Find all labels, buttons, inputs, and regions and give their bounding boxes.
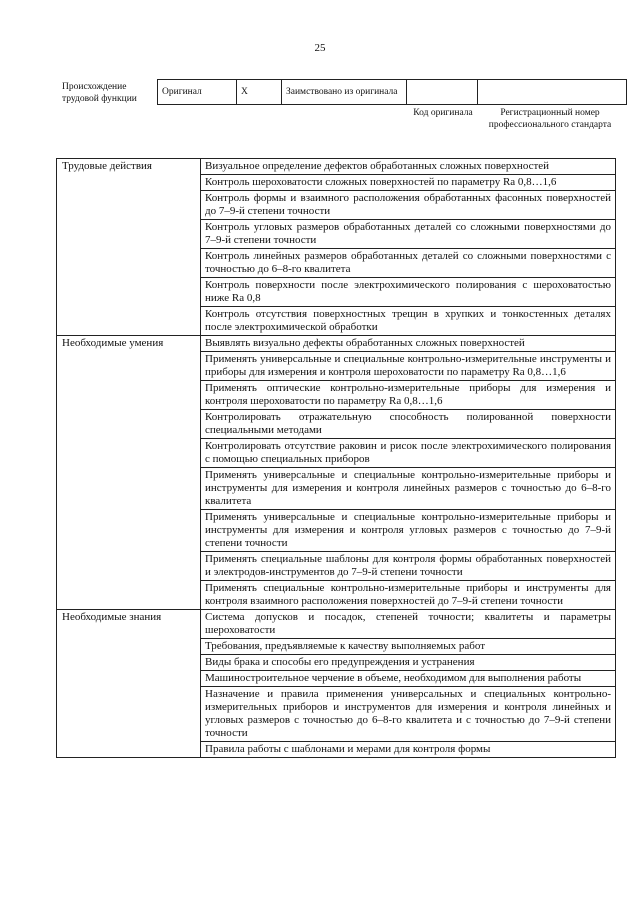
code-original-label: Код оригинала	[413, 108, 473, 118]
section-item: Назначение и правила применения универсальных и специальных контрольно-измерительных приборов и инструментов для измерения и контроля линейных и угловых размеров с точностью до 6–8-го квалитета и с точностью до 7–9-й степени точности	[201, 687, 616, 742]
section-item: Правила работы с шаблонами и мерами для контроля формы	[201, 742, 616, 758]
section-item: Контроль угловых размеров обработанных деталей со сложными поверхностями до 7–9-й степени точности	[201, 220, 616, 249]
section-title: Необходимые умения	[57, 336, 201, 610]
reg-number-cell	[478, 80, 627, 105]
section-item: Применять универсальные и специальные контрольно-измерительные инструменты и приборы для измерения и контроля шероховатости по параметру Ra 0,8…1,6	[201, 352, 616, 381]
table-row	[57, 610, 616, 639]
original-label: Оригинал	[158, 80, 237, 105]
section-item: Контроль формы и взаимного расположения обработанных фасонных поверхностей до 7–9-й степени точности	[201, 191, 616, 220]
section-item: Контроль отсутствия поверхностных трещин в хрупких и тонкостенных деталях после электрохимической обработки	[201, 307, 616, 336]
page-number: 25	[314, 42, 326, 54]
section-item: Контролировать отсутствие раковин и рисок после электрохимического полирования с помощью специальных приборов	[201, 439, 616, 468]
section-item: Виды брака и способы его предупреждения и устранения	[201, 655, 616, 671]
reg-number-label: Регистрационный номер профессионального стандарта	[488, 108, 612, 130]
section-item: Контроль поверхности после электрохимического полирования с шероховатостью ниже Ra 0,8	[201, 278, 616, 307]
table-row	[57, 159, 616, 175]
section-item: Система допусков и посадок, степеней точности; квалитеты и параметры шероховатости	[201, 610, 616, 639]
code-cell	[407, 80, 478, 105]
section-title: Трудовые действия	[57, 159, 201, 336]
section-item: Применять универсальные и специальные контрольно-измерительные приборы и инструменты для измерения и контроля угловых размеров с точностью до 7–9-й степени точности	[201, 510, 616, 552]
section-item: Машиностроительное черчение в объеме, необходимом для выполнения работы	[201, 671, 616, 687]
original-mark: X	[237, 80, 282, 105]
section-item: Требования, предъявляемые к качеству выполняемых работ	[201, 639, 616, 655]
section-item: Контроль шероховатости сложных поверхностей по параметру Ra 0,8…1,6	[201, 175, 616, 191]
section-title: Необходимые знания	[57, 610, 201, 758]
function-table	[56, 158, 616, 758]
section-item: Контролировать отражательную способность полированной поверхности специальными методами	[201, 410, 616, 439]
origin-table	[157, 79, 627, 105]
section-item: Контроль линейных размеров обработанных деталей со сложными поверхностями с точностью до 6–8-го квалитета	[201, 249, 616, 278]
section-item: Применять специальные шаблоны для контроля формы обработанных поверхностей и электродов-инструментов до 7–9-й степени точности	[201, 552, 616, 581]
section-item: Визуальное определение дефектов обработанных сложных поверхностей	[201, 159, 616, 175]
section-item: Применять оптические контрольно-измерительные приборы для измерения и контроля шероховатости по параметру Ra 0,8…1,6	[201, 381, 616, 410]
section-item: Выявлять визуально дефекты обработанных сложных поверхностей	[201, 336, 616, 352]
origin-label: Происхождение трудовой функции	[62, 82, 137, 104]
section-item: Применять универсальные и специальные контрольно-измерительные приборы и инструменты для измерения и контроля линейных размеров с точностью до 6–8-го квалитета	[201, 468, 616, 510]
borrowed-label: Заимствовано из оригинала	[282, 80, 407, 105]
table-row	[57, 336, 616, 352]
section-item: Применять специальные контрольно-измерительные приборы и инструменты для контроля взаимного расположения поверхностей до 7–9-й степени точности	[201, 581, 616, 610]
